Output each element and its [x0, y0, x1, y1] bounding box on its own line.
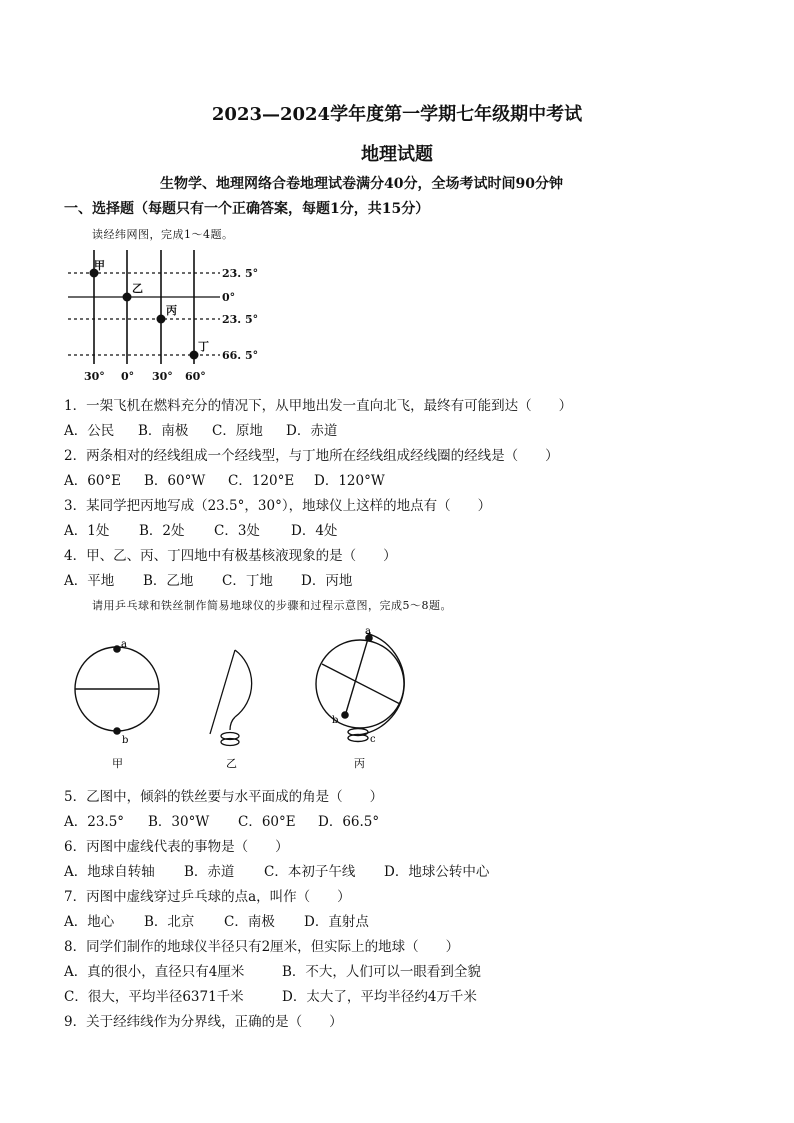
option: C．南极 — [224, 914, 275, 930]
question-2-options — [64, 469, 385, 489]
subject-title: 地理试题 — [361, 144, 433, 165]
globe-making-figure — [60, 622, 420, 774]
question-2: 2．两条相对的经线组成一个经线型，与丁地所在经线组成经线圈的经线是（ ） — [64, 448, 559, 464]
point-a-jia — [113, 645, 121, 653]
point-b-bing — [341, 711, 349, 719]
point-label-bing: 丙 — [166, 304, 177, 317]
option: C．60°E — [238, 814, 296, 830]
lat-label-2: 0° — [222, 291, 236, 304]
question-4-options — [64, 569, 352, 589]
figure1-instruction: 读经纬网图，完成1～4题。 — [92, 228, 234, 241]
option: A．1处 — [64, 523, 110, 539]
question-8-options-cd — [64, 985, 477, 1005]
option: C．120°E — [228, 473, 295, 489]
option: D．赤道 — [286, 423, 338, 439]
point-b-jia — [113, 727, 121, 735]
option: B．60°W — [144, 473, 206, 489]
question-5: 5．乙图中，倾斜的铁丝要与水平面成的角是（ ） — [64, 789, 384, 805]
question-1: 1．一架飞机在燃料充分的情况下，从甲地出发一直向北飞，最终有可能到达（ ） — [64, 398, 573, 414]
point-label-jia: 甲 — [94, 259, 105, 272]
option: A．真的很小，直径只有4厘米 — [64, 964, 245, 980]
option: A．23.5° — [64, 814, 125, 830]
question-4: 4．甲、乙、丙、丁四地中有极基核液现象的是（ ） — [64, 548, 397, 564]
option: B．南极 — [138, 423, 189, 439]
option: A．地球自转轴 — [64, 864, 155, 880]
option: D．太大了，平均半径约4万千米 — [282, 989, 477, 1005]
option: D．地球公转中心 — [384, 864, 490, 880]
option: A．60°E — [64, 473, 122, 489]
caption-yi: 乙 — [226, 757, 237, 770]
lon-label-4: 60° — [185, 370, 206, 383]
lon-label-1: 30° — [84, 370, 105, 383]
label-b-jia: b — [122, 735, 129, 746]
question-9: 9．关于经纬线作为分界线，正确的是（ ） — [64, 1014, 343, 1030]
question-1-options — [64, 419, 337, 439]
figure-bing-globe — [316, 632, 404, 742]
option: B．赤道 — [184, 864, 235, 880]
option: C．本初子午线 — [264, 864, 356, 880]
label-c-bing: c — [370, 734, 376, 745]
figure-yi-wire-stand — [210, 650, 252, 746]
lon-label-2: 0° — [121, 370, 135, 383]
option: A．平地 — [64, 573, 115, 589]
option: C．很大，平均半径6371千米 — [64, 989, 244, 1005]
label-b-bing: b — [332, 715, 339, 726]
exam-subtitle: 生物学、地理网络合卷地理试卷满分40分，全场考试时间90分钟 — [160, 176, 563, 192]
section-heading: 一、选择题（每题只有一个正确答案，每题1分，共15分） — [64, 201, 430, 217]
question-3: 3．某同学把丙地写成（23.5°，30°），地球仪上这样的地点有（ ） — [64, 498, 492, 514]
option: A．地心 — [64, 914, 115, 930]
option: D．66.5° — [318, 814, 380, 830]
exam-title: 2023—2024学年度第一学期七年级期中考试 — [211, 104, 583, 125]
question-6-options — [64, 860, 489, 880]
lat-label-1: 23. 5° — [222, 267, 259, 280]
lat-label-3: 23. 5° — [222, 313, 259, 326]
option: B．不大，人们可以一眼看到全貌 — [282, 964, 481, 980]
question-7-options — [64, 910, 369, 930]
option: B．30°W — [148, 814, 210, 830]
meridian-lines — [94, 250, 194, 364]
option: D．120°W — [314, 473, 385, 489]
location-points — [90, 269, 199, 360]
option: B．北京 — [144, 914, 195, 930]
lat-label-4: 66. 5° — [222, 349, 259, 362]
caption-jia: 甲 — [112, 757, 123, 770]
question-3-options — [64, 519, 337, 539]
option: B．2处 — [139, 523, 185, 539]
latitude-longitude-grid-figure — [60, 246, 270, 386]
option: C．原地 — [212, 423, 263, 439]
option: B．乙地 — [143, 573, 194, 589]
label-a-bing: a — [365, 626, 371, 637]
label-a-jia: a — [121, 639, 127, 650]
figure2-instruction: 请用乒乓球和铁丝制作简易地球仪的步骤和过程示意图，完成5～8题。 — [92, 599, 452, 612]
caption-bing: 丙 — [354, 757, 365, 770]
question-8: 8．同学们制作的地球仪半径只有2厘米，但实际上的地球（ ） — [64, 939, 460, 955]
question-8-options-ab — [64, 960, 481, 980]
lon-label-3: 30° — [152, 370, 173, 383]
question-7: 7．丙图中虚线穿过乒乓球的点a，叫作（ ） — [64, 889, 351, 905]
option: A．公民 — [64, 423, 115, 439]
point-label-yi: 乙 — [132, 282, 143, 295]
option: C．3处 — [214, 523, 260, 539]
option: D．丙地 — [301, 573, 353, 589]
figure-jia-ball — [75, 647, 159, 731]
option: D．4处 — [291, 523, 338, 539]
question-6: 6．丙图中虚线代表的事物是（ ） — [64, 839, 289, 855]
option: D．直射点 — [304, 914, 369, 930]
question-5-options — [64, 810, 379, 830]
option: C．丁地 — [222, 573, 273, 589]
point-label-ding: 丁 — [198, 340, 209, 353]
